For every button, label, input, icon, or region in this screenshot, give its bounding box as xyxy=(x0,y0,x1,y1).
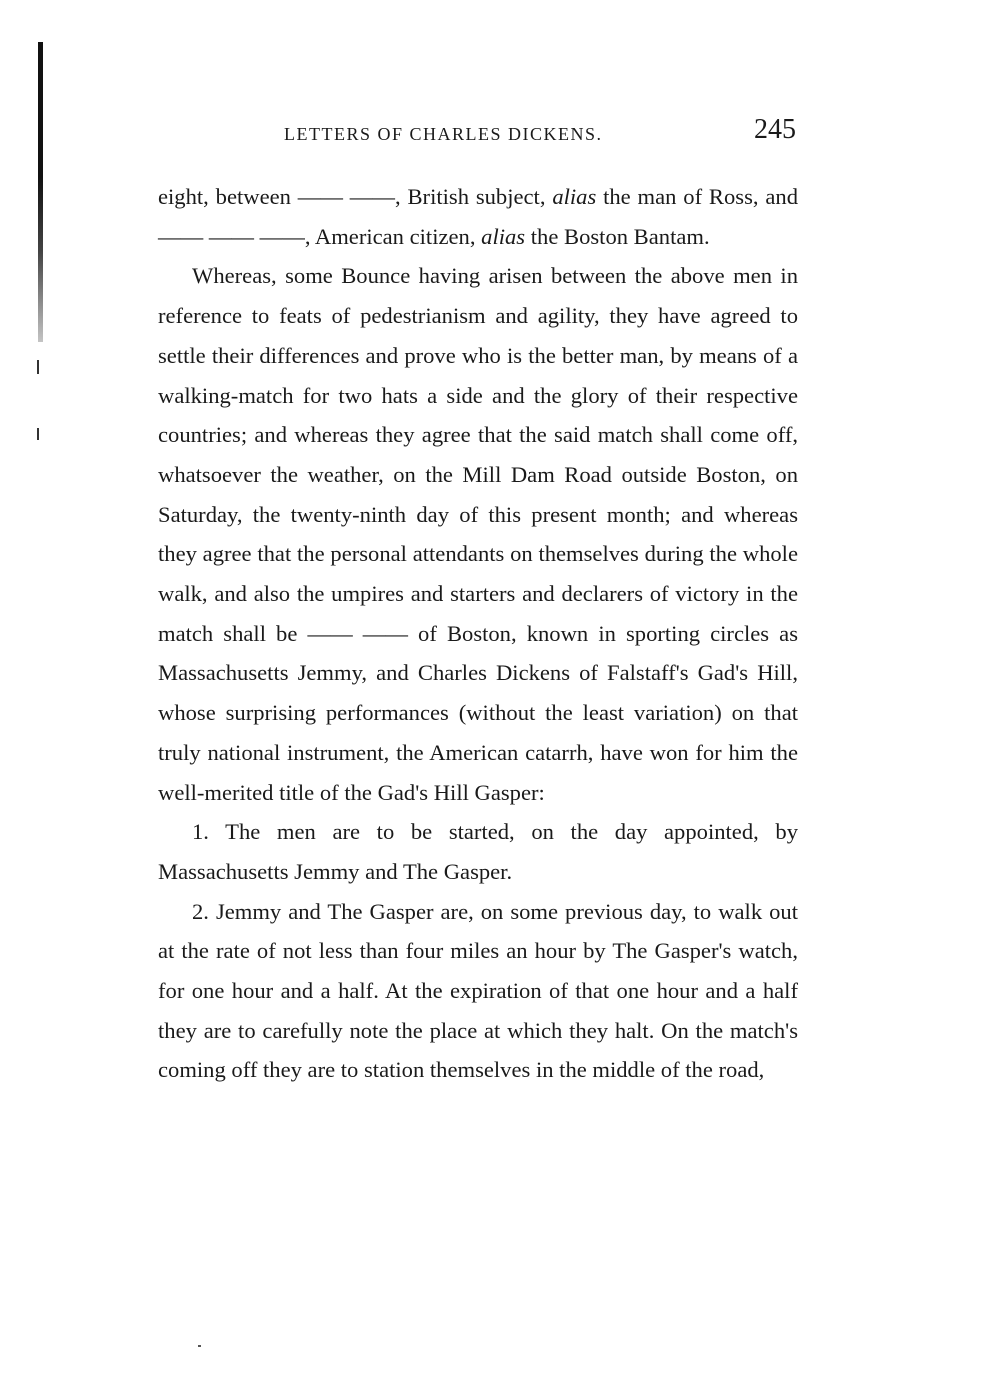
text-run: eight, between —— ——, British subject, xyxy=(158,184,553,209)
italic-alias: alias xyxy=(552,184,597,209)
body-text xyxy=(158,177,798,1090)
stray-ink-mark xyxy=(198,1345,201,1347)
binding-speck xyxy=(37,360,39,374)
binding-edge-shadow xyxy=(38,42,43,342)
italic-alias: alias xyxy=(481,223,526,249)
binding-speck xyxy=(37,428,39,440)
page-number: 245 xyxy=(754,114,796,145)
paragraph-item-1: 1. The men are to be started, on the day appointed, by Massachusetts Jemmy and The Gasper. xyxy=(158,819,798,884)
text-run: the man of Ross, and —— —— ——, American citizen, xyxy=(158,184,798,249)
running-head: LETTERS OF CHARLES DICKENS. xyxy=(284,124,603,144)
page-header xyxy=(284,114,796,154)
paragraph-whereas: Whereas, some Bounce having arisen between the above men in reference to feats of pedestrianism and agility, they have agreed to settle their differences and prove who is the better man, by means of a walking-match for two hats a side and the glory of their respective countries; and whereas they agree that the said match shall come off, whatsoever the weather, on the Mill Dam Road outside Boston, on Saturday, the twenty-ninth day of this present month; and whereas they agree that the personal attendants on themselves during the whole walk, and also the umpires and starters and declarers of victory in the match shall be —— —— of Boston, known in sporting circles as Massachusetts Jemmy, and Charles Dickens of Falstaff's Gad's Hill, whose surprising performances (without the least variation) on that truly national instrument, the American catarrh, have won for him the well-merited title of the Gad's Hill Gasper: xyxy=(158,263,798,805)
paragraph-item-2: 2. Jemmy and The Gasper are, on some previous day, to walk out at the rate of not less than four miles an hour by The Gasper's watch, for one hour and a half. At the expiration of that one hour and a half they are to carefully note the place at which they halt. On the match's coming off they are to station themselves in the middle of the road, xyxy=(158,898,798,1083)
paragraph-continuation xyxy=(158,177,798,256)
text-run: the Boston Bantam. xyxy=(525,223,710,249)
